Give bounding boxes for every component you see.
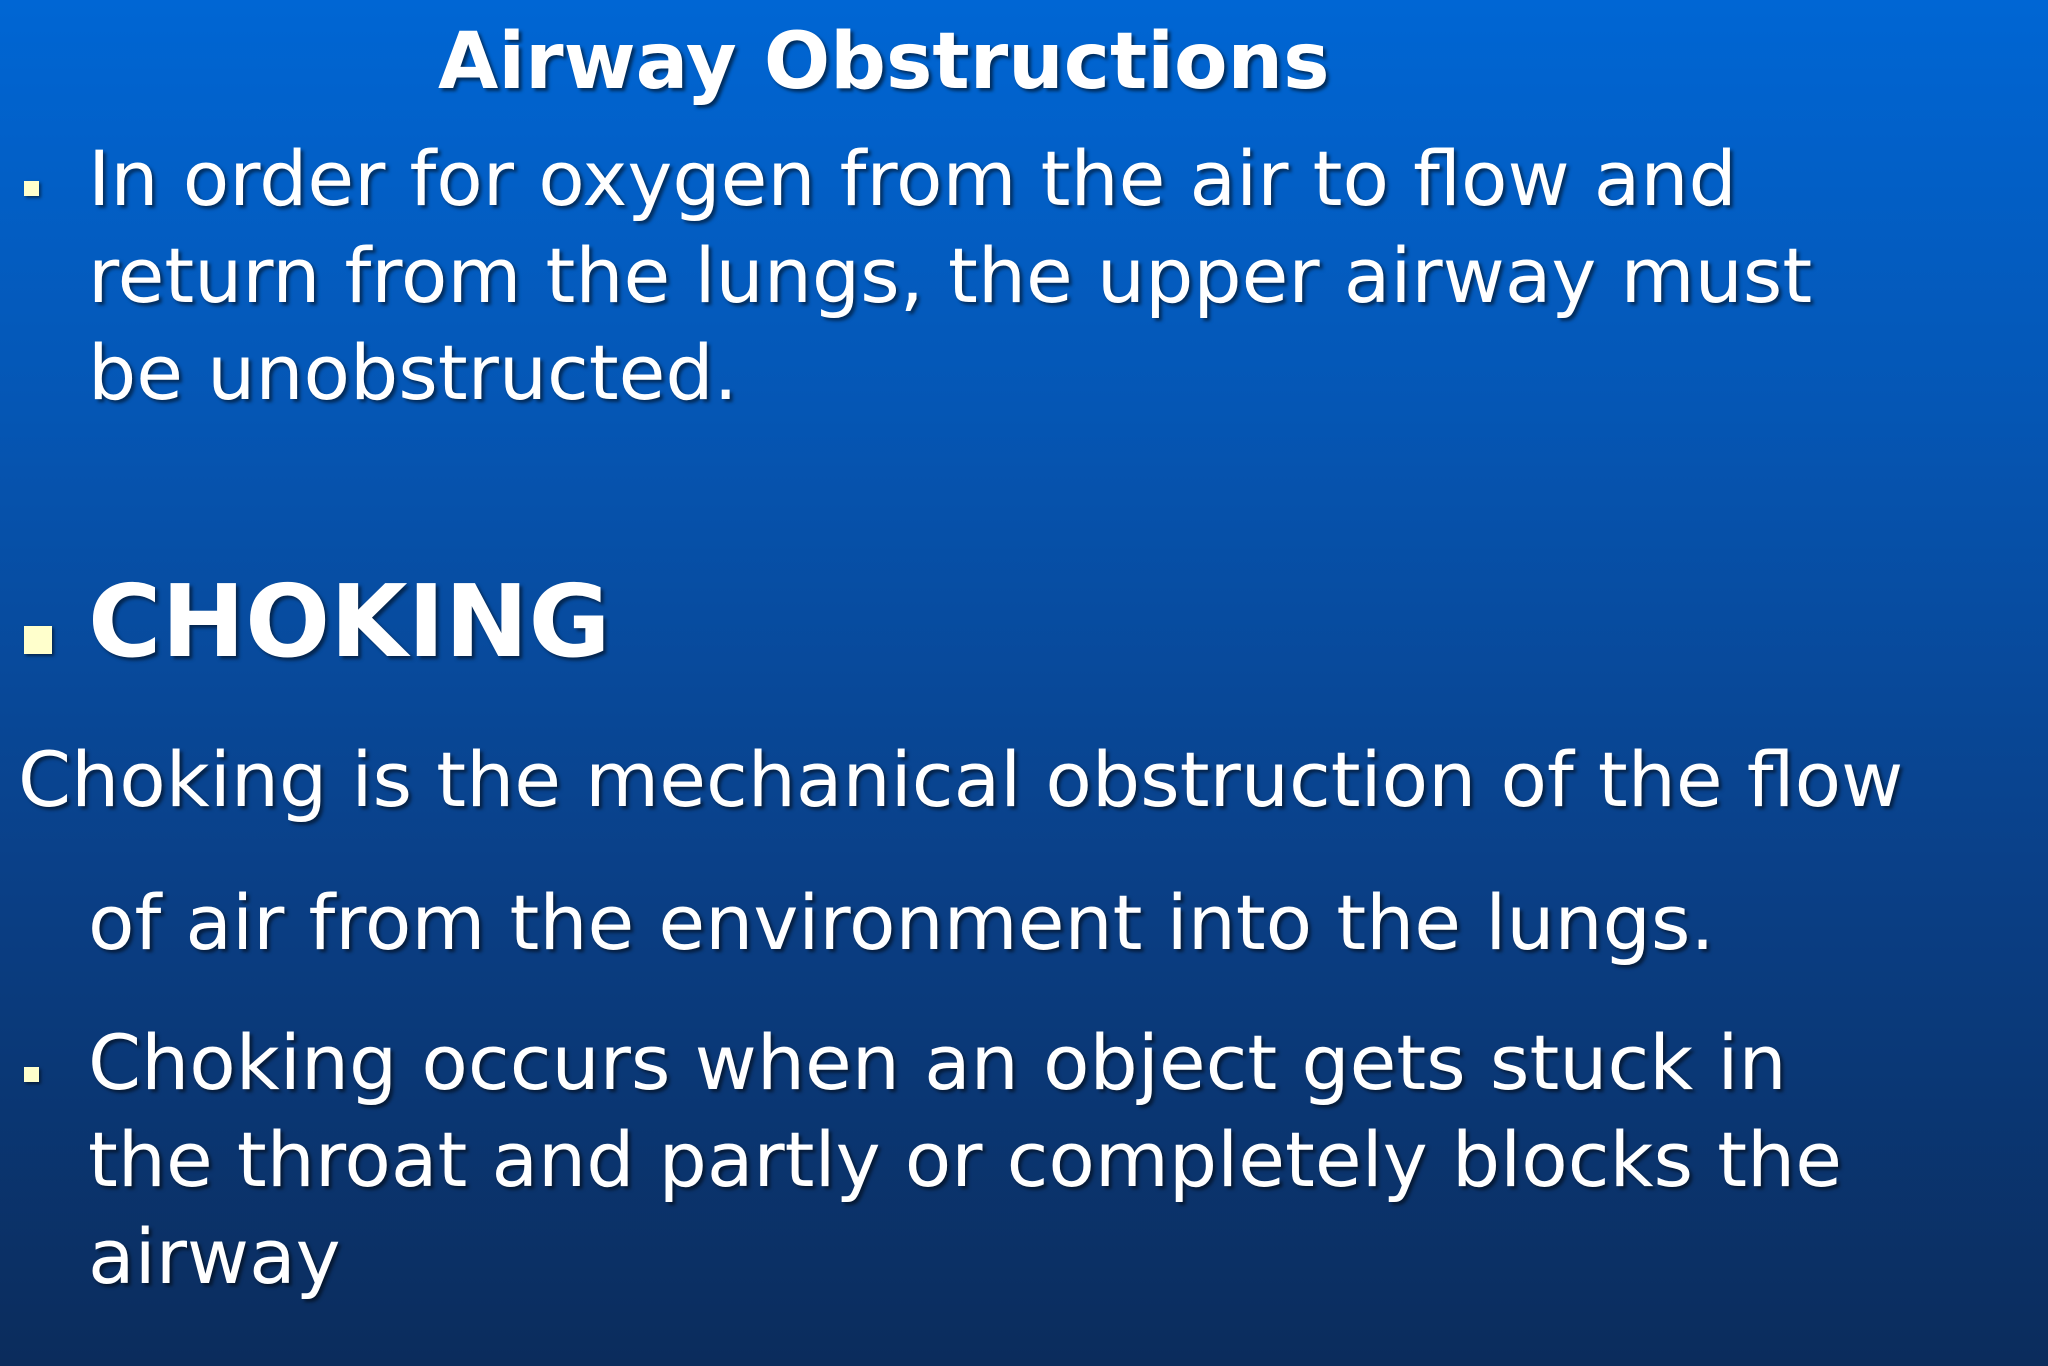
slide-title: Airway Obstructions	[438, 17, 1330, 107]
definition-line-2: of air from the environment into the lungs.	[88, 878, 1715, 967]
bullet-line: be unobstructed.	[88, 328, 738, 417]
definition-line-1: Choking is the mechanical obstruction of the flow	[18, 735, 1904, 824]
bullet-line: return from the lungs, the upper airway must	[88, 231, 1813, 320]
bullet-line: airway	[88, 1212, 341, 1301]
choking-heading: CHOKING	[88, 563, 611, 680]
bullet-text-choking-cause	[88, 1014, 1842, 1305]
bullet-line: the throat and partly or completely blocks the	[88, 1115, 1842, 1204]
bullet-line: In order for oxygen from the air to flow and	[88, 134, 1737, 223]
bullet-line: Choking occurs when an object gets stuck in	[88, 1018, 1787, 1107]
bullet-square-icon	[24, 181, 39, 196]
bullet-square-icon	[24, 1067, 39, 1082]
bullet-square-icon	[24, 626, 52, 654]
bullet-text-airway-requirement	[88, 130, 1812, 421]
